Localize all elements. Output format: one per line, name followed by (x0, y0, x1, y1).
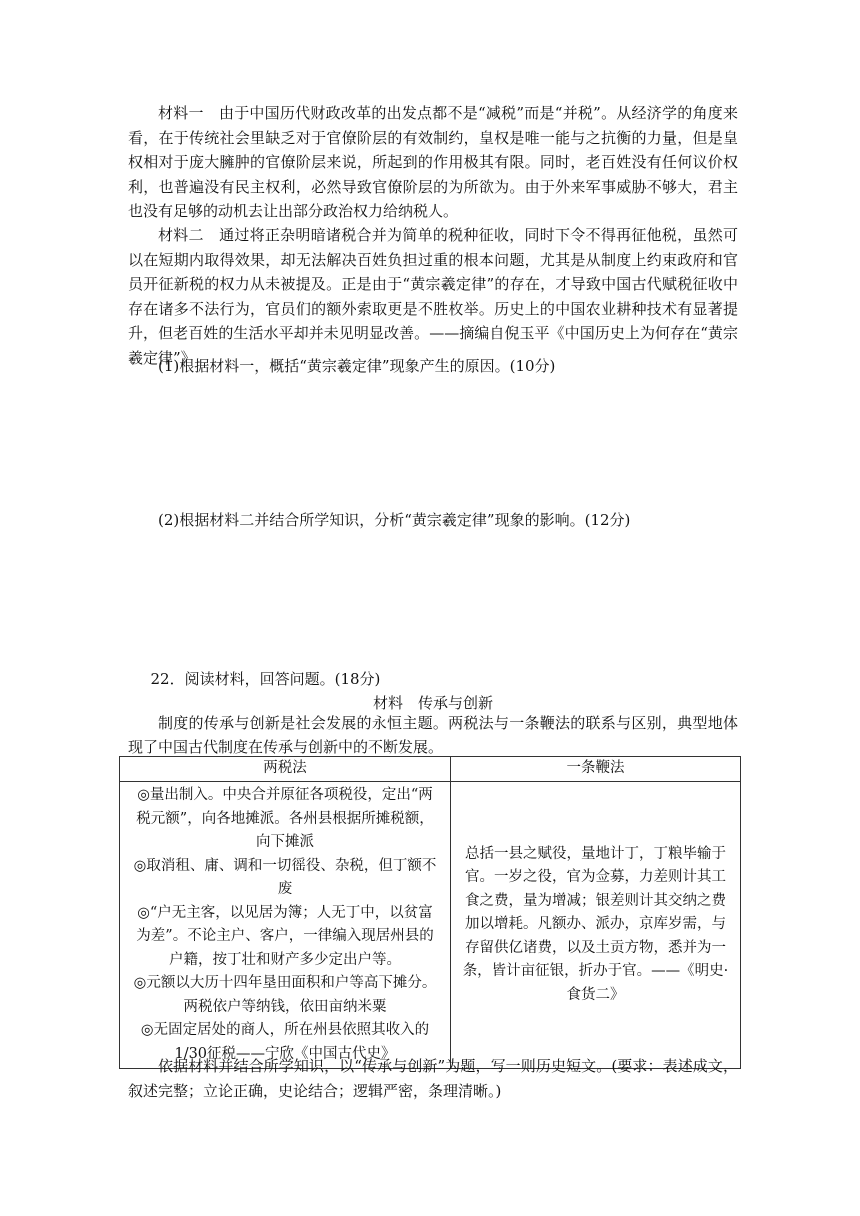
question-22-title: 22．阅读材料，回答问题。(18分) (150, 670, 381, 688)
list-item: ◎取消租、庸、调和一切徭役、杂税，但丁额不废 (133, 857, 437, 897)
question-22-intro: 制度的传承与创新是社会发展的永恒主题。两税法与一条鞭法的联系与区别，典型地体现了中国古代制度在传承与创新中的不断发展。 (128, 714, 738, 756)
list-item: ◎量出制入。中央合并原征各项税役，定出“两税元额”，向各地摊派。各州县根据所摊税额，向下摊派 (136, 787, 434, 850)
yitiaobianfa-text: 总括一县之赋役，量地计丁，丁粮毕输于官。一岁之役，官为佥募，力差则计其工食之费，量为增减；银差则计其交纳之费加以增耗。凡额办、派办，京库岁需，与存留供亿诸费，以及土贡方物，悉并为一条，皆计亩征银，折办于官。——《明史·食货二》 (462, 845, 729, 1003)
yitiaobianfa-cell (451, 782, 741, 1069)
header-yitiaobianfa: 一条鞭法 (451, 757, 741, 782)
list-item: ◎元额以大历十四年垦田面积和户等高下摊分。两税依户等纳钱，依田亩纳米粟 (133, 975, 437, 1015)
liangshuifa-cell (120, 782, 451, 1069)
material-two-paragraph: 材料二 通过将正杂明暗诸税合并为简单的税种征收，同时下令不得再征他税，虽然可以在短期内取得效果，却无法解决百姓负担过重的根本问题，尤其是从制度上约束政府和官员开征新税的权力从未被提及。正是由于“黄宗羲定律”的存在，才导致中国古代赋税征收中存在诸多不法行为，官员们的额外索取更是不胜枚举。历史上的中国农业耕种技术有显著提升，但老百姓的生活水平却并未见明显改善。——摘编自倪玉平《中国历史上为何存在“黄宗羲定律”》 (128, 226, 738, 367)
question-1: (1)根据材料一，概括“黄宗羲定律”现象产生的原因。(10分) (158, 357, 556, 375)
header-liangshuifa: 两税法 (120, 757, 451, 782)
comparison-table (119, 756, 741, 1069)
question-2: (2)根据材料二并结合所学知识，分析“黄宗羲定律”现象的影响。(12分) (158, 511, 631, 529)
material-one-paragraph: 材料一 由于中国历代财政改革的出发点都不是“减税”而是“并税”。从经济学的角度来看，在于传统社会里缺乏对于官僚阶层的有效制约，皇权是唯一能与之抗衡的力量，但是皇权相对于庞大臃肿的官僚阶层来说，所起到的作用极其有限。同时，老百姓没有任何议价权利，也普遍没有民主权利，必然导致官僚阶层的为所欲为。由于外来军事威胁不够大，君主也没有足够的动机去让出部分政治权力给纳税人。 (128, 104, 738, 220)
table-row (120, 782, 741, 1069)
list-item: ◎无固定居处的商人，所在州县依照其收入的1/30征税——宁欣《中国古代史》 (140, 1022, 430, 1062)
list-item: ◎“户无主客，以见居为簿；人无丁中，以贫富为差”。不论主户、客户，一律编入现居州县的户籍，按丁壮和财产多少定出户等。 (136, 904, 434, 968)
table-header-row (120, 757, 741, 782)
question-22-task: 依据材料并结合所学知识，以“传承与创新”为题，写一则历史短文。(要求：表述成文，叙述完整；立论正确，史论结合；逻辑严密，条理清晰。) (128, 1057, 738, 1100)
material-heading: 材料 传承与创新 (372, 694, 493, 712)
